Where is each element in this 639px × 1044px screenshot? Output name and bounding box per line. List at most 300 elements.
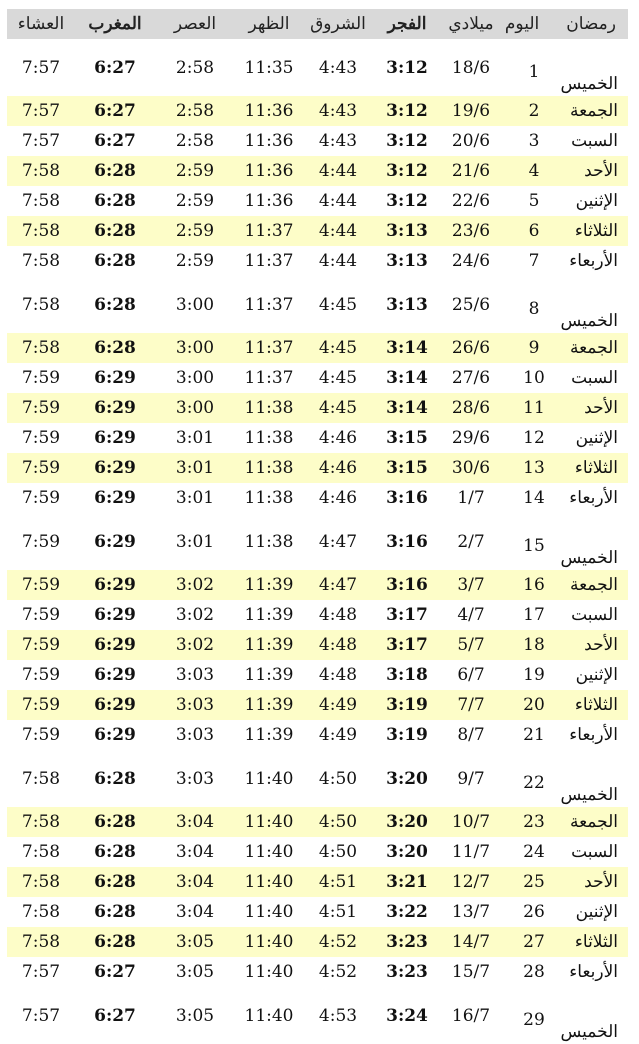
cell-maghrib: 6:27 [94, 1005, 136, 1026]
cell-isha: 7:59 [21, 488, 61, 508]
cell-fajr: 3:16 [386, 488, 428, 508]
cell-gregorian: 9/7 [457, 768, 485, 789]
cell-dhuhr: 11:37 [244, 368, 294, 388]
table-row [7, 126, 628, 156]
cell-day-name: الثلاثاء [574, 695, 618, 715]
header-row [7, 9, 628, 39]
cell-dhuhr: 11:40 [235, 927, 303, 957]
cell-ramadan: 13 [523, 458, 545, 478]
cell-gregorian: 7/7 [441, 690, 501, 720]
cell-sunrise: 4:52 [303, 927, 373, 957]
cell-day [501, 246, 628, 276]
cell-ramadan: 26 [523, 902, 545, 922]
cell-asr: 3:02 [155, 570, 235, 600]
cell-fajr: 3:14 [373, 393, 441, 423]
table-row [7, 660, 628, 690]
cell-gregorian: 12/7 [441, 867, 501, 897]
cell-day [501, 96, 628, 126]
cell-day-name: الإثنين [575, 665, 618, 685]
cell-ramadan: 20 [523, 695, 545, 715]
cell-fajr: 3:17 [373, 630, 441, 660]
table-row [7, 513, 628, 570]
cell-sunrise: 4:49 [303, 690, 373, 720]
cell-isha: 7:58 [7, 807, 75, 837]
cell-asr: 3:05 [175, 1005, 215, 1026]
cell-dhuhr: 11:38 [244, 488, 294, 508]
cell-ramadan: 22 [523, 773, 545, 793]
cell-gregorian: 13/7 [451, 902, 491, 922]
cell-day [501, 630, 628, 660]
cell-sunrise: 4:53 [318, 1005, 358, 1026]
table-row [7, 720, 628, 750]
cell-fajr: 3:21 [373, 867, 441, 897]
cell-gregorian: 10/7 [441, 807, 501, 837]
table-row [7, 333, 628, 363]
cell-fajr: 3:13 [373, 216, 441, 246]
cell-day [501, 570, 628, 600]
cell-asr: 2:59 [175, 251, 215, 271]
cell-maghrib: 6:29 [94, 665, 136, 685]
cell-ramadan: 3 [528, 131, 540, 151]
cell-day [501, 927, 628, 957]
cell-asr: 3:03 [175, 665, 215, 685]
table-row [7, 393, 628, 423]
cell-maghrib: 6:29 [75, 630, 155, 660]
cell-maghrib: 6:28 [75, 216, 155, 246]
cell-isha: 7:58 [21, 842, 61, 862]
cell-day [501, 483, 628, 513]
cell-dhuhr: 11:40 [235, 867, 303, 897]
cell-dhuhr: 11:39 [235, 690, 303, 720]
cell-day-name: الجمعة [569, 812, 618, 832]
cell-asr: 3:04 [155, 867, 235, 897]
cell-day [501, 867, 628, 897]
cell-day [501, 957, 628, 987]
cell-maghrib: 6:28 [94, 768, 136, 789]
table-row [7, 363, 628, 393]
cell-maghrib: 6:27 [94, 962, 136, 982]
cell-isha: 7:59 [21, 531, 61, 552]
table-row [7, 216, 628, 246]
header-asr: العصر [155, 9, 235, 39]
cell-gregorian: 11/7 [451, 842, 491, 862]
cell-gregorian: 1/7 [457, 488, 485, 508]
cell-sunrise: 4:43 [303, 96, 373, 126]
cell-asr: 3:04 [175, 902, 215, 922]
cell-maghrib: 6:27 [75, 96, 155, 126]
cell-gregorian: 19/6 [441, 96, 501, 126]
cell-day-name: الإثنين [575, 428, 618, 448]
cell-dhuhr: 11:39 [244, 725, 294, 745]
table-row [7, 690, 628, 720]
cell-sunrise: 4:43 [318, 131, 358, 151]
cell-asr: 2:58 [175, 131, 215, 151]
cell-day [501, 837, 628, 867]
cell-gregorian: 21/6 [441, 156, 501, 186]
cell-dhuhr: 11:36 [244, 191, 294, 211]
cell-fajr: 3:14 [373, 333, 441, 363]
cell-sunrise: 4:44 [303, 156, 373, 186]
cell-ramadan: 21 [523, 725, 545, 745]
cell-asr: 3:00 [175, 294, 215, 315]
cell-sunrise: 4:46 [303, 453, 373, 483]
cell-day-name: الأربعاء [569, 725, 618, 745]
cell-gregorian: 2/7 [457, 531, 485, 552]
table-row [7, 156, 628, 186]
cell-sunrise: 4:45 [303, 333, 373, 363]
cell-dhuhr: 11:36 [244, 131, 294, 151]
cell-maghrib: 6:29 [94, 531, 136, 552]
cell-day-name: الخميس [560, 1022, 618, 1042]
cell-sunrise: 4:44 [318, 191, 358, 211]
cell-gregorian: 26/6 [441, 333, 501, 363]
cell-fajr: 3:20 [386, 768, 428, 789]
cell-sunrise: 4:51 [303, 867, 373, 897]
cell-day [501, 126, 628, 156]
cell-maghrib: 6:28 [94, 902, 136, 922]
cell-ramadan: 28 [523, 962, 545, 982]
cell-day [501, 600, 628, 630]
cell-dhuhr: 11:35 [244, 57, 294, 78]
cell-gregorian: 22/6 [451, 191, 491, 211]
cell-gregorian: 25/6 [451, 294, 491, 315]
cell-day-name: الأحد [584, 161, 618, 181]
cell-day [501, 276, 628, 333]
cell-gregorian: 15/7 [451, 962, 491, 982]
cell-dhuhr: 11:39 [235, 630, 303, 660]
cell-asr: 2:59 [155, 216, 235, 246]
table-row [7, 39, 628, 96]
cell-asr: 2:58 [175, 57, 215, 78]
cell-day [501, 156, 628, 186]
cell-fajr: 3:16 [386, 531, 428, 552]
table-row [7, 837, 628, 867]
cell-isha: 7:59 [7, 393, 75, 423]
cell-ramadan: 25 [523, 872, 545, 892]
cell-dhuhr: 11:39 [244, 605, 294, 625]
cell-day-name: الأحد [584, 872, 618, 892]
cell-maghrib: 6:29 [75, 453, 155, 483]
cell-dhuhr: 11:40 [244, 902, 294, 922]
cell-isha: 7:59 [7, 690, 75, 720]
cell-day-name: الجمعة [569, 101, 618, 121]
cell-maghrib: 6:29 [94, 488, 136, 508]
cell-asr: 3:03 [175, 725, 215, 745]
cell-day-name: الجمعة [569, 338, 618, 358]
cell-fajr: 3:12 [373, 156, 441, 186]
cell-ramadan: 23 [523, 812, 545, 832]
cell-fajr: 3:13 [386, 294, 428, 315]
cell-ramadan: 24 [523, 842, 545, 862]
table-row [7, 453, 628, 483]
cell-day-name: الخميس [560, 74, 618, 94]
cell-isha: 7:57 [21, 962, 61, 982]
cell-asr: 3:03 [155, 690, 235, 720]
header-day-label: اليوم [504, 14, 540, 34]
cell-isha: 7:57 [21, 1005, 61, 1026]
cell-asr: 3:01 [175, 428, 215, 448]
cell-dhuhr: 11:38 [244, 531, 294, 552]
cell-isha: 7:57 [7, 96, 75, 126]
cell-sunrise: 4:44 [318, 251, 358, 271]
table-row [7, 570, 628, 600]
cell-fajr: 3:23 [373, 927, 441, 957]
cell-gregorian: 16/7 [451, 1005, 491, 1026]
cell-fajr: 3:14 [386, 368, 428, 388]
cell-sunrise: 4:45 [318, 294, 358, 315]
cell-maghrib: 6:29 [94, 725, 136, 745]
cell-maghrib: 6:27 [94, 131, 136, 151]
cell-ramadan: 27 [523, 932, 545, 952]
cell-dhuhr: 11:38 [235, 393, 303, 423]
cell-dhuhr: 11:39 [235, 570, 303, 600]
cell-sunrise: 4:50 [318, 768, 358, 789]
header-gregorian: ميلادي [441, 9, 501, 39]
cell-dhuhr: 11:36 [235, 156, 303, 186]
cell-maghrib: 6:29 [75, 570, 155, 600]
cell-isha: 7:58 [7, 333, 75, 363]
cell-day-name: الخميس [560, 311, 618, 331]
cell-maghrib: 6:27 [94, 57, 136, 78]
cell-maghrib: 6:28 [75, 807, 155, 837]
cell-day [501, 393, 628, 423]
cell-sunrise: 4:47 [318, 531, 358, 552]
cell-fajr: 3:12 [386, 191, 428, 211]
cell-gregorian: 24/6 [451, 251, 491, 271]
cell-gregorian: 5/7 [441, 630, 501, 660]
table-row [7, 750, 628, 807]
cell-gregorian: 29/6 [451, 428, 491, 448]
header-fajr: الفجر [373, 9, 441, 39]
cell-sunrise: 4:48 [318, 665, 358, 685]
cell-ramadan: 12 [523, 428, 545, 448]
cell-day [501, 897, 628, 927]
cell-day-name: الخميس [560, 785, 618, 805]
cell-asr: 3:03 [175, 768, 215, 789]
cell-dhuhr: 11:37 [235, 216, 303, 246]
cell-day-name: الجمعة [569, 575, 618, 595]
cell-sunrise: 4:50 [318, 842, 358, 862]
cell-isha: 7:58 [7, 867, 75, 897]
cell-sunrise: 4:50 [303, 807, 373, 837]
cell-day [501, 690, 628, 720]
cell-ramadan: 5 [528, 191, 540, 211]
table-row [7, 246, 628, 276]
header-day [501, 9, 628, 39]
cell-asr: 3:00 [155, 393, 235, 423]
cell-day-name: السبت [571, 368, 618, 388]
cell-fajr: 3:22 [386, 902, 428, 922]
cell-day-name: السبت [571, 605, 618, 625]
cell-asr: 3:00 [175, 368, 215, 388]
cell-gregorian: 30/6 [441, 453, 501, 483]
cell-asr: 2:58 [155, 96, 235, 126]
cell-day-name: السبت [571, 131, 618, 151]
cell-isha: 7:58 [21, 902, 61, 922]
cell-fajr: 3:16 [373, 570, 441, 600]
cell-sunrise: 4:48 [318, 605, 358, 625]
cell-dhuhr: 11:40 [235, 807, 303, 837]
cell-ramadan: 9 [528, 338, 540, 358]
cell-day-name: السبت [571, 842, 618, 862]
cell-dhuhr: 11:40 [244, 842, 294, 862]
cell-asr: 3:05 [175, 962, 215, 982]
cell-isha: 7:58 [21, 294, 61, 315]
cell-fajr: 3:13 [386, 251, 428, 271]
cell-fajr: 3:12 [386, 131, 428, 151]
header-maghrib: المغرب [75, 9, 155, 39]
cell-dhuhr: 11:38 [235, 453, 303, 483]
cell-dhuhr: 11:39 [244, 665, 294, 685]
cell-isha: 7:59 [21, 725, 61, 745]
cell-day-name: الأحد [584, 398, 618, 418]
cell-sunrise: 4:47 [303, 570, 373, 600]
table-row [7, 630, 628, 660]
cell-day [501, 186, 628, 216]
table-row [7, 276, 628, 333]
cell-isha: 7:58 [7, 156, 75, 186]
cell-maghrib: 6:28 [94, 294, 136, 315]
cell-maghrib: 6:29 [75, 690, 155, 720]
cell-day-name: الخميس [560, 548, 618, 568]
cell-day-name: الأربعاء [569, 251, 618, 271]
cell-gregorian: 8/7 [457, 725, 485, 745]
cell-gregorian: 23/6 [441, 216, 501, 246]
cell-day-name: الأربعاء [569, 962, 618, 982]
cell-dhuhr: 11:37 [235, 333, 303, 363]
cell-day-name: الثلاثاء [574, 221, 618, 241]
cell-gregorian: 4/7 [457, 605, 485, 625]
cell-sunrise: 4:51 [318, 902, 358, 922]
cell-fajr: 3:12 [373, 96, 441, 126]
cell-asr: 3:02 [175, 605, 215, 625]
cell-ramadan: 19 [523, 665, 545, 685]
cell-fajr: 3:12 [386, 57, 428, 78]
cell-fajr: 3:24 [386, 1005, 428, 1026]
cell-asr: 3:01 [175, 488, 215, 508]
cell-asr: 3:02 [155, 630, 235, 660]
cell-dhuhr: 11:40 [244, 962, 294, 982]
cell-ramadan: 15 [523, 536, 545, 556]
table-row [7, 186, 628, 216]
cell-dhuhr: 11:37 [244, 294, 294, 315]
cell-gregorian: 6/7 [457, 665, 485, 685]
header-sunrise: الشروق [303, 9, 373, 39]
cell-ramadan: 7 [528, 251, 540, 271]
cell-asr: 3:01 [175, 531, 215, 552]
cell-day [501, 216, 628, 246]
cell-dhuhr: 11:40 [244, 768, 294, 789]
cell-day [501, 720, 628, 750]
cell-ramadan: 17 [523, 605, 545, 625]
cell-maghrib: 6:28 [75, 333, 155, 363]
cell-isha: 7:58 [7, 927, 75, 957]
cell-day [501, 39, 628, 96]
cell-isha: 7:57 [21, 131, 61, 151]
cell-fajr: 3:23 [386, 962, 428, 982]
cell-isha: 7:58 [21, 768, 61, 789]
cell-ramadan: 29 [523, 1010, 545, 1030]
cell-day [501, 807, 628, 837]
cell-day-name: الأحد [584, 635, 618, 655]
table-row [7, 96, 628, 126]
cell-maghrib: 6:28 [75, 156, 155, 186]
cell-asr: 2:59 [155, 156, 235, 186]
table-row [7, 927, 628, 957]
cell-sunrise: 4:45 [303, 393, 373, 423]
cell-dhuhr: 11:36 [235, 96, 303, 126]
cell-sunrise: 4:52 [318, 962, 358, 982]
cell-maghrib: 6:28 [94, 191, 136, 211]
cell-isha: 7:58 [21, 251, 61, 271]
cell-ramadan: 18 [523, 635, 545, 655]
cell-isha: 7:58 [21, 191, 61, 211]
cell-maghrib: 6:29 [75, 393, 155, 423]
table-row [7, 600, 628, 630]
table-row [7, 867, 628, 897]
cell-isha: 7:59 [7, 453, 75, 483]
cell-day-name: الإثنين [575, 902, 618, 922]
cell-sunrise: 4:43 [318, 57, 358, 78]
cell-maghrib: 6:28 [75, 867, 155, 897]
cell-maghrib: 6:29 [94, 368, 136, 388]
table-row [7, 483, 628, 513]
cell-isha: 7:59 [21, 665, 61, 685]
cell-sunrise: 4:48 [303, 630, 373, 660]
cell-asr: 3:00 [155, 333, 235, 363]
cell-day-name: الإثنين [575, 191, 618, 211]
cell-asr: 2:59 [175, 191, 215, 211]
cell-fajr: 3:19 [373, 690, 441, 720]
cell-asr: 3:01 [155, 453, 235, 483]
cell-day-name: الثلاثاء [574, 932, 618, 952]
cell-fajr: 3:19 [386, 725, 428, 745]
cell-ramadan: 11 [523, 398, 545, 418]
cell-isha: 7:59 [21, 368, 61, 388]
cell-ramadan: 16 [523, 575, 545, 595]
cell-gregorian: 28/6 [441, 393, 501, 423]
cell-gregorian: 18/6 [451, 57, 491, 78]
cell-maghrib: 6:28 [94, 842, 136, 862]
cell-isha: 7:59 [7, 630, 75, 660]
cell-sunrise: 4:45 [318, 368, 358, 388]
cell-ramadan: 1 [528, 62, 540, 82]
cell-day-name: الأربعاء [569, 488, 618, 508]
table-row [7, 423, 628, 453]
cell-fajr: 3:15 [386, 428, 428, 448]
table-row [7, 897, 628, 927]
cell-day [501, 363, 628, 393]
cell-day [501, 660, 628, 690]
cell-sunrise: 4:44 [303, 216, 373, 246]
cell-maghrib: 6:29 [94, 428, 136, 448]
header-isha: العشاء [7, 9, 75, 39]
cell-isha: 7:58 [7, 216, 75, 246]
header-ramadan: رمضان [566, 14, 616, 34]
cell-isha: 7:59 [21, 605, 61, 625]
cell-fajr: 3:18 [386, 665, 428, 685]
cell-ramadan: 8 [528, 299, 540, 319]
cell-day [501, 423, 628, 453]
table-row [7, 807, 628, 837]
cell-day-name: الثلاثاء [574, 458, 618, 478]
cell-maghrib: 6:28 [94, 251, 136, 271]
cell-fajr: 3:15 [373, 453, 441, 483]
cell-gregorian: 27/6 [451, 368, 491, 388]
cell-maghrib: 6:28 [75, 927, 155, 957]
cell-maghrib: 6:29 [94, 605, 136, 625]
cell-fajr: 3:20 [386, 842, 428, 862]
